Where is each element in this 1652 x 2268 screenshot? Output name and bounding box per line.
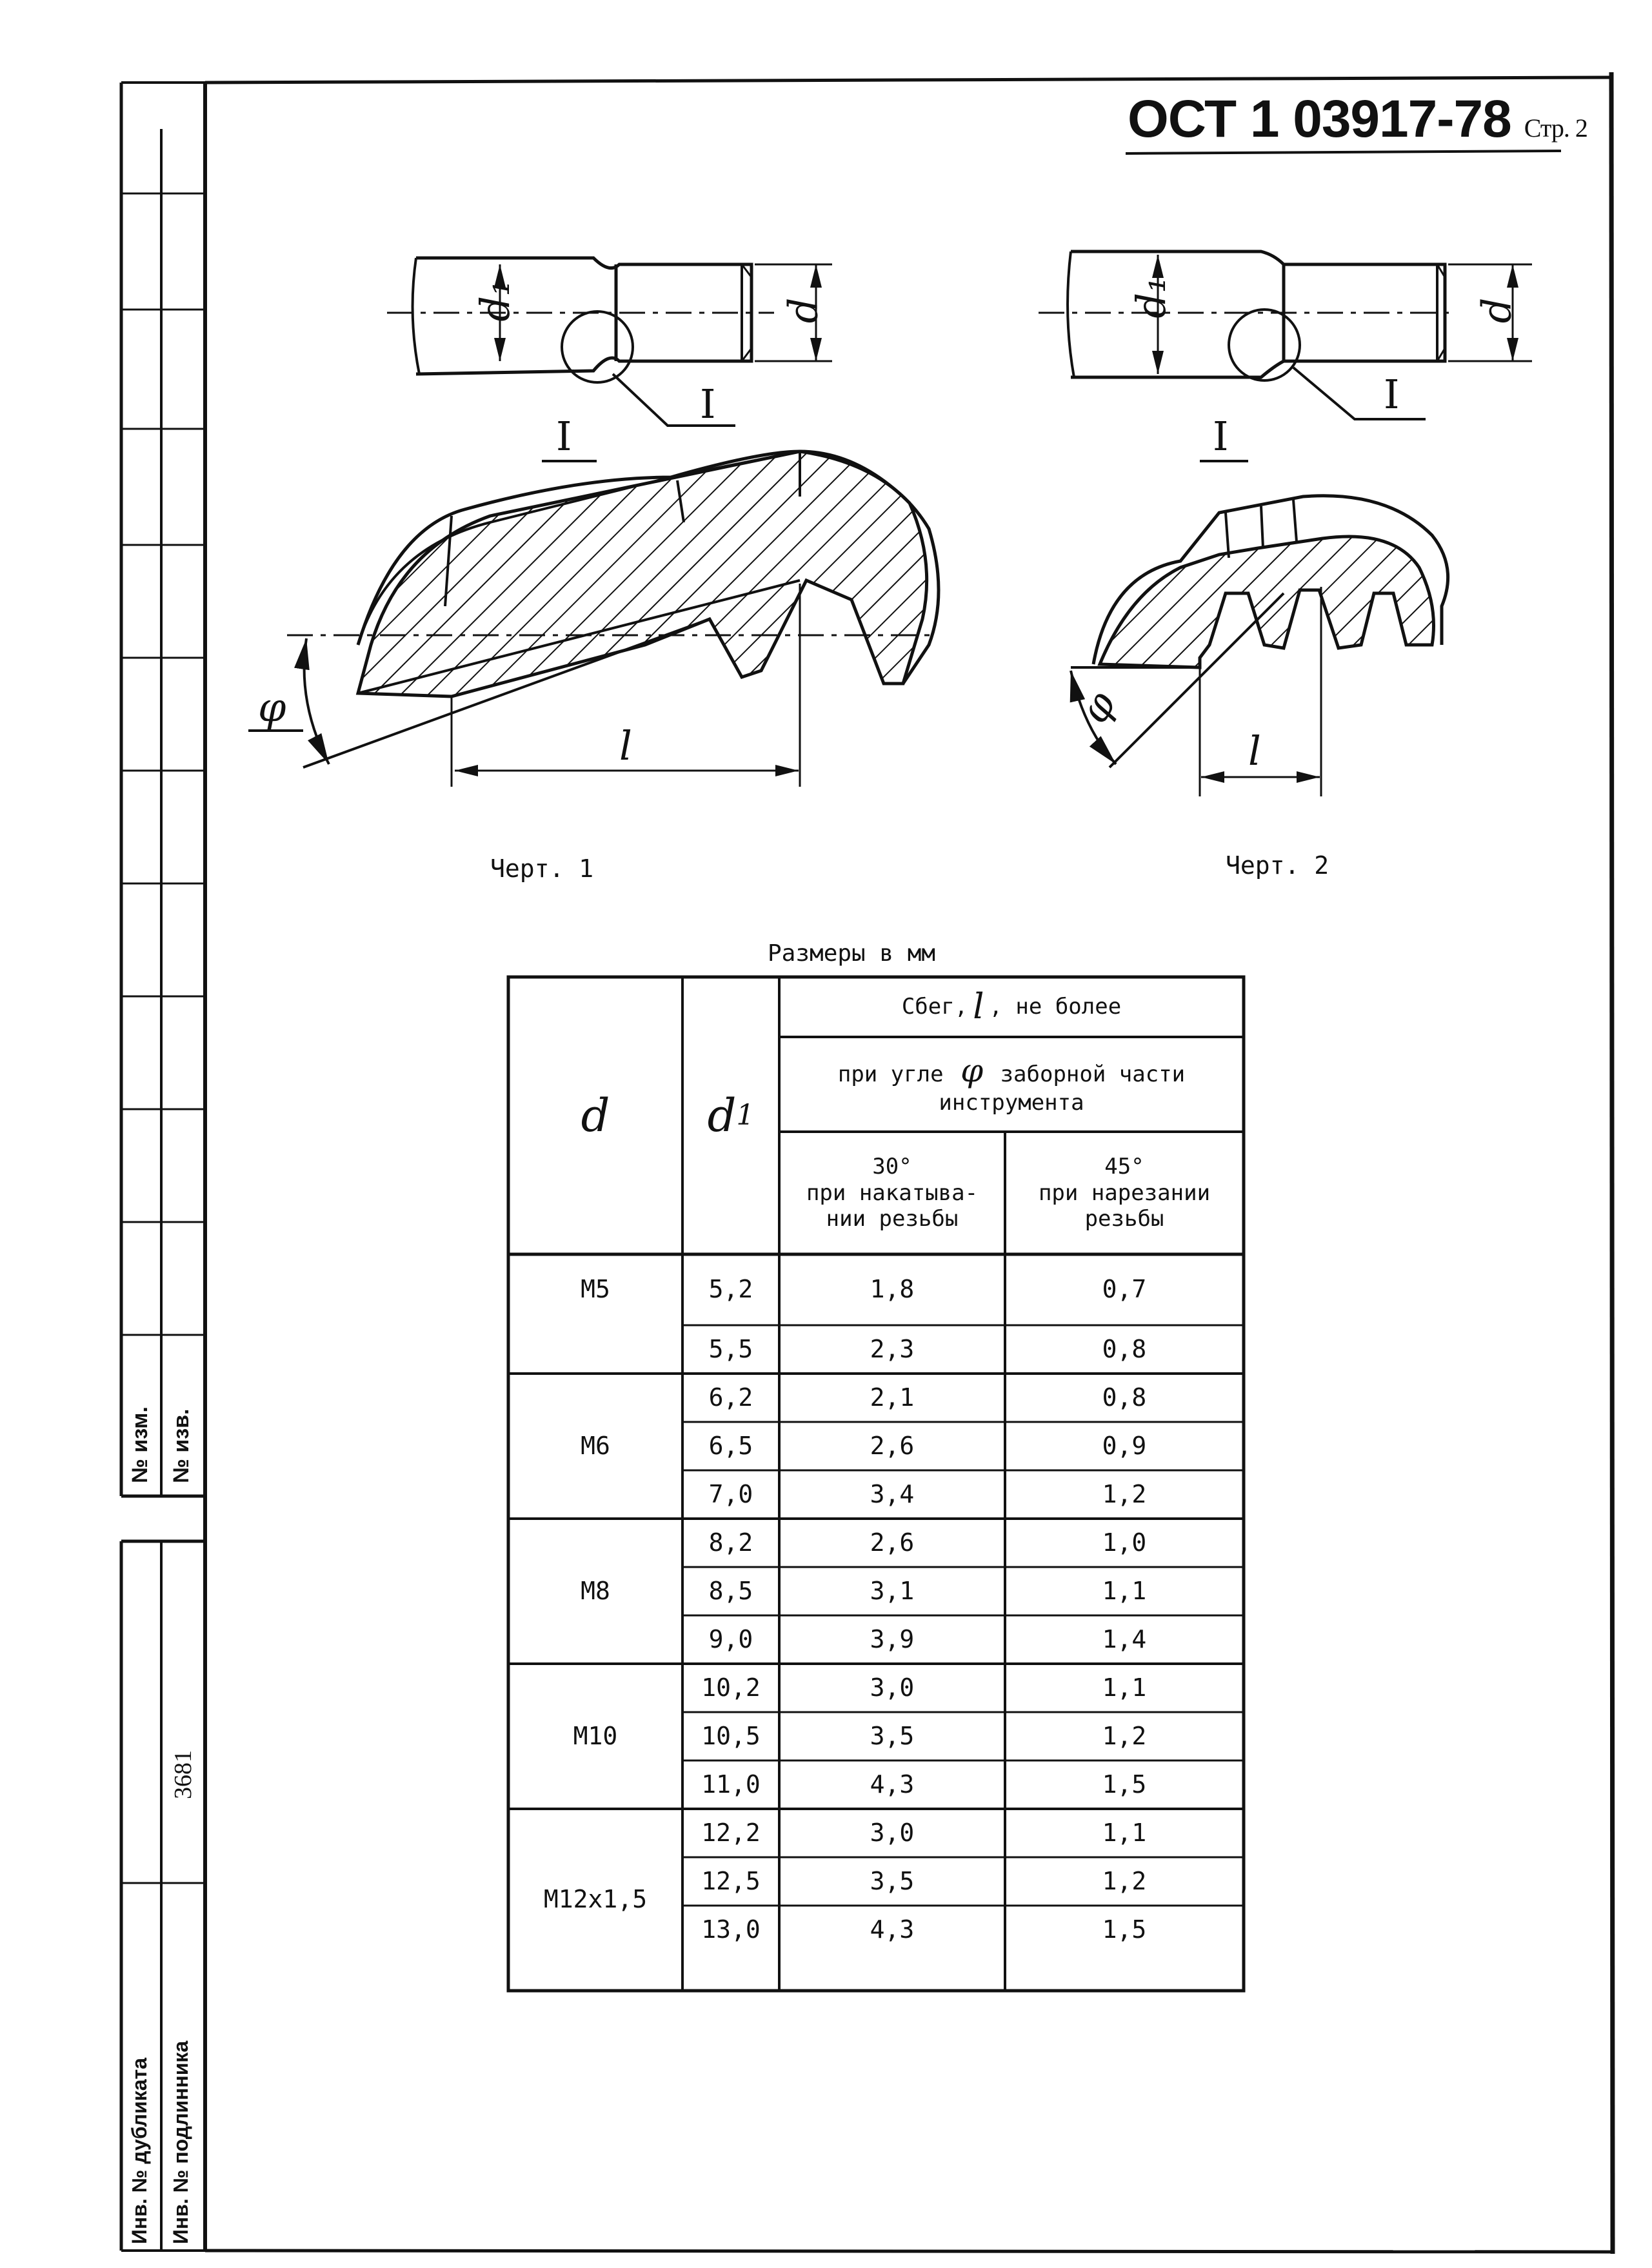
runout-30-cell: 3,5 — [870, 1866, 915, 1895]
d1-cell: 5,2 — [708, 1275, 753, 1304]
col-header-30deg-angle: 30° — [872, 1153, 912, 1179]
d1-cell: 7,0 — [708, 1479, 753, 1508]
fig1-detail-title: I — [556, 413, 572, 460]
d1-cell: 6,5 — [708, 1431, 753, 1460]
runout-45-cell: 1,0 — [1102, 1528, 1147, 1557]
d1-cell: 5,5 — [708, 1334, 753, 1363]
fig2-phi-label: φ — [1070, 683, 1126, 731]
runout-45-cell: 0,8 — [1102, 1334, 1147, 1363]
fig1-d-label: d — [779, 297, 827, 324]
fig2-d1-label: d₁ — [1127, 277, 1175, 319]
change-number-label: № изм. — [128, 1406, 152, 1483]
runout-45-cell: 0,8 — [1102, 1383, 1147, 1412]
header-runout — [779, 977, 1244, 1037]
fig1-d1-label: d₁ — [471, 280, 519, 322]
fig1-phi-label: φ — [258, 684, 286, 731]
col-header-45deg-desc: при нарезании резьбы — [1038, 1179, 1211, 1232]
fig2-d-label: d — [1473, 297, 1520, 324]
d1-cell: 8,5 — [708, 1576, 753, 1605]
runout-45-cell: 0,7 — [1102, 1275, 1147, 1304]
fig1-l-label: l — [619, 722, 632, 769]
fig2-l-label: l — [1248, 727, 1261, 774]
runout-30-cell: 2,3 — [870, 1334, 915, 1363]
page-number: Стр. 2 — [1524, 113, 1587, 143]
runout-45-cell: 1,1 — [1102, 1673, 1147, 1702]
runout-45-cell: 1,2 — [1102, 1866, 1147, 1895]
header-runout-post: , не более — [989, 994, 1122, 1020]
d1-cell: 11,0 — [701, 1770, 761, 1799]
d1-cell: 12,5 — [701, 1866, 761, 1895]
col-header-45deg — [1005, 1132, 1244, 1254]
runout-45-cell: 0,9 — [1102, 1431, 1147, 1460]
standard-designation: ОСТ 1 03917-78 — [1128, 90, 1511, 148]
header-angle — [792, 1037, 1231, 1132]
d-cell-m6: M6 — [581, 1431, 610, 1460]
header-runout-pre: Сбег, — [901, 994, 968, 1020]
original-inventory-label: Инв. № подлинника — [169, 2040, 192, 2244]
d-cell-m12: M12x1,5 — [543, 1885, 648, 1914]
d1-cell: 8,2 — [708, 1528, 753, 1557]
duplicate-inventory-label: Инв. № дубликата — [128, 2057, 151, 2244]
fig1-caption: Черт. 1 — [490, 854, 594, 883]
runout-30-cell: 2,6 — [870, 1528, 915, 1557]
inventory-number-value: 3681 — [170, 1750, 197, 1799]
table-units-note: Размеры в мм — [768, 940, 936, 967]
runout-30-cell: 3,9 — [870, 1624, 915, 1653]
runout-45-cell: 1,2 — [1102, 1479, 1147, 1508]
runout-30-cell: 4,3 — [870, 1915, 915, 1944]
runout-45-cell: 1,2 — [1102, 1721, 1147, 1750]
d-cell-m8: M8 — [581, 1576, 610, 1605]
runout-30-cell: 4,3 — [870, 1770, 915, 1799]
d1-cell: 6,2 — [708, 1383, 753, 1412]
header-runout-symbol: l — [973, 986, 984, 1027]
runout-45-cell: 1,5 — [1102, 1915, 1147, 1944]
header-angle-pre: при угле — [837, 1061, 957, 1087]
runout-30-cell: 2,1 — [870, 1383, 915, 1412]
col-header-d1-sub: 1 — [736, 1098, 755, 1132]
fig2-caption: Черт. 2 — [1226, 851, 1329, 880]
col-header-d: d — [581, 1089, 610, 1142]
d1-cell: 10,5 — [701, 1721, 761, 1750]
header-angle-symbol: φ — [960, 1052, 984, 1089]
fig2-detail-title: I — [1213, 413, 1229, 460]
d-cell-m5: M5 — [581, 1275, 610, 1304]
d1-cell: 10,2 — [701, 1673, 761, 1702]
col-header-30deg-desc: при накатыва- нии резьбы — [806, 1179, 979, 1232]
runout-30-cell: 1,8 — [870, 1275, 915, 1304]
d1-cell: 12,2 — [701, 1818, 761, 1847]
runout-45-cell: 1,1 — [1102, 1576, 1147, 1605]
fig2-detail-marker: I — [1384, 371, 1400, 418]
col-header-45deg-angle: 45° — [1104, 1153, 1144, 1179]
fig1-detail-marker: I — [700, 380, 716, 428]
runout-45-cell: 1,4 — [1102, 1624, 1147, 1653]
runout-30-cell: 3,0 — [870, 1818, 915, 1847]
d1-cell: 9,0 — [708, 1624, 753, 1653]
d-cell-m10: M10 — [573, 1721, 618, 1750]
runout-30-cell: 3,4 — [870, 1479, 915, 1508]
runout-30-cell: 3,0 — [870, 1673, 915, 1702]
runout-30-cell: 2,6 — [870, 1431, 915, 1460]
col-header-d1-main: d — [707, 1089, 737, 1142]
runout-45-cell: 1,1 — [1102, 1818, 1147, 1847]
notice-number-label: № изв. — [169, 1408, 194, 1483]
col-header-d1 — [682, 977, 779, 1254]
header-angle-post: заборной части инструмента — [939, 1061, 1186, 1116]
col-header-30deg — [779, 1132, 1005, 1254]
d1-cell: 13,0 — [701, 1915, 761, 1944]
runout-45-cell: 1,5 — [1102, 1770, 1147, 1799]
runout-30-cell: 3,5 — [870, 1721, 915, 1750]
runout-30-cell: 3,1 — [870, 1576, 915, 1605]
